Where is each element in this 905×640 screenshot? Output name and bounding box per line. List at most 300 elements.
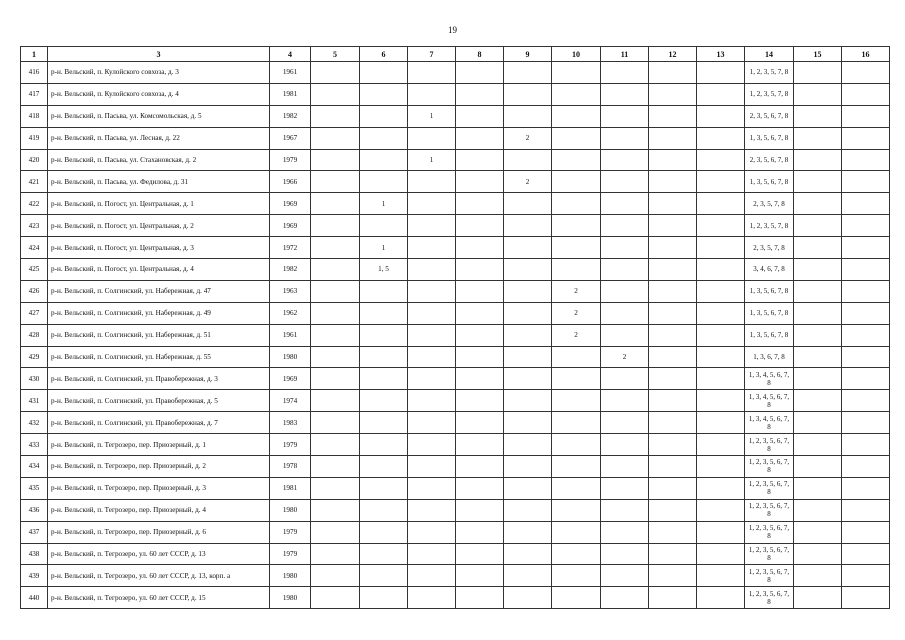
cell-c9 xyxy=(504,346,552,368)
cell-c13 xyxy=(697,368,745,390)
cell-c6 xyxy=(360,434,408,456)
table-row xyxy=(21,62,890,84)
table-row xyxy=(21,412,890,434)
year-cell: 1967 xyxy=(270,127,311,149)
year-cell: 1980 xyxy=(270,587,311,609)
codes-cell: 1, 2, 3, 5, 6, 7, 8 xyxy=(745,434,794,456)
cell-c11 xyxy=(601,302,649,324)
table-row xyxy=(21,543,890,565)
cell-c16 xyxy=(842,259,890,281)
cell-c8 xyxy=(456,456,504,478)
column-header: 4 xyxy=(270,47,311,62)
codes-cell: 1, 2, 3, 5, 6, 7, 8 xyxy=(745,477,794,499)
cell-c16 xyxy=(842,477,890,499)
table-row xyxy=(21,215,890,237)
page-number: 19 xyxy=(448,25,457,35)
cell-c9 xyxy=(504,477,552,499)
cell-c5 xyxy=(311,499,360,521)
cell-c10 xyxy=(552,127,601,149)
column-header: 12 xyxy=(649,47,697,62)
cell-c9 xyxy=(504,434,552,456)
cell-c12 xyxy=(649,171,697,193)
cell-c6 xyxy=(360,171,408,193)
address-cell: р-н. Вельский, п. Пасьва, ул. Лесная, д. 22 xyxy=(48,127,270,149)
cell-c11 xyxy=(601,280,649,302)
column-header: 3 xyxy=(48,47,270,62)
cell-c15 xyxy=(794,412,842,434)
cell-c8 xyxy=(456,83,504,105)
cell-c6 xyxy=(360,543,408,565)
cell-c16 xyxy=(842,149,890,171)
cell-c5 xyxy=(311,565,360,587)
address-cell: р-н. Вельский, п. Тегрозеро, ул. 60 лет СССР, д. 15 xyxy=(48,587,270,609)
cell-c6 xyxy=(360,477,408,499)
address-cell: р-н. Вельский, п. Тегрозеро, пер. Приозерный, д. 4 xyxy=(48,499,270,521)
cell-c9 xyxy=(504,521,552,543)
cell-c11 xyxy=(601,521,649,543)
address-cell: р-н. Вельский, п. Тегрозеро, пер. Приозерный, д. 3 xyxy=(48,477,270,499)
cell-c5 xyxy=(311,587,360,609)
codes-cell: 1, 2, 3, 5, 6, 7, 8 xyxy=(745,565,794,587)
address-cell: р-н. Вельский, п. Погост, ул. Центральная, д. 4 xyxy=(48,259,270,281)
column-header: 14 xyxy=(745,47,794,62)
cell-c7 xyxy=(408,215,456,237)
cell-c9 xyxy=(504,412,552,434)
table-row xyxy=(21,280,890,302)
row-number-cell: 431 xyxy=(21,390,48,412)
codes-cell: 1, 3, 4, 5, 6, 7, 8 xyxy=(745,390,794,412)
address-cell: р-н. Вельский, п. Солгинский, ул. Набережная, д. 55 xyxy=(48,346,270,368)
table-body xyxy=(21,62,890,609)
cell-c8 xyxy=(456,127,504,149)
cell-c13 xyxy=(697,324,745,346)
year-cell: 1961 xyxy=(270,324,311,346)
row-number-cell: 420 xyxy=(21,149,48,171)
cell-c11 xyxy=(601,368,649,390)
cell-c6 xyxy=(360,215,408,237)
cell-c7 xyxy=(408,543,456,565)
cell-c8 xyxy=(456,390,504,412)
cell-c7 xyxy=(408,171,456,193)
address-cell: р-н. Вельский, п. Кулойского совхоза, д. 4 xyxy=(48,83,270,105)
cell-c9 xyxy=(504,149,552,171)
cell-c15 xyxy=(794,324,842,346)
cell-c9 xyxy=(504,62,552,84)
cell-c11 xyxy=(601,149,649,171)
cell-c8 xyxy=(456,587,504,609)
cell-c7 xyxy=(408,193,456,215)
table-row xyxy=(21,368,890,390)
cell-c11 xyxy=(601,477,649,499)
cell-c12 xyxy=(649,499,697,521)
cell-c16 xyxy=(842,456,890,478)
cell-c10 xyxy=(552,83,601,105)
codes-cell: 2, 3, 5, 6, 7, 8 xyxy=(745,105,794,127)
cell-c12 xyxy=(649,215,697,237)
cell-c15 xyxy=(794,280,842,302)
cell-c11 xyxy=(601,127,649,149)
year-cell: 1981 xyxy=(270,477,311,499)
cell-c7 xyxy=(408,477,456,499)
year-cell: 1981 xyxy=(270,83,311,105)
cell-c10: 2 xyxy=(552,324,601,346)
cell-c6 xyxy=(360,521,408,543)
cell-c13 xyxy=(697,62,745,84)
row-number-cell: 416 xyxy=(21,62,48,84)
cell-c16 xyxy=(842,171,890,193)
cell-c10 xyxy=(552,193,601,215)
cell-c9 xyxy=(504,499,552,521)
cell-c7 xyxy=(408,237,456,259)
cell-c12 xyxy=(649,412,697,434)
cell-c5 xyxy=(311,346,360,368)
codes-cell: 1, 3, 5, 6, 7, 8 xyxy=(745,324,794,346)
cell-c16 xyxy=(842,390,890,412)
cell-c10 xyxy=(552,390,601,412)
cell-c15 xyxy=(794,149,842,171)
cell-c5 xyxy=(311,543,360,565)
cell-c15 xyxy=(794,62,842,84)
header-row xyxy=(21,47,890,62)
cell-c16 xyxy=(842,412,890,434)
cell-c10 xyxy=(552,587,601,609)
year-cell: 1979 xyxy=(270,543,311,565)
cell-c12 xyxy=(649,237,697,259)
cell-c5 xyxy=(311,302,360,324)
row-number-cell: 425 xyxy=(21,259,48,281)
cell-c7 xyxy=(408,434,456,456)
cell-c8 xyxy=(456,105,504,127)
codes-cell: 2, 3, 5, 6, 7, 8 xyxy=(745,149,794,171)
table-row xyxy=(21,171,890,193)
cell-c8 xyxy=(456,368,504,390)
year-cell: 1972 xyxy=(270,237,311,259)
row-number-cell: 432 xyxy=(21,412,48,434)
table-row xyxy=(21,434,890,456)
cell-c13 xyxy=(697,302,745,324)
cell-c15 xyxy=(794,105,842,127)
cell-c7 xyxy=(408,324,456,346)
cell-c8 xyxy=(456,346,504,368)
codes-cell: 1, 2, 3, 5, 6, 7, 8 xyxy=(745,521,794,543)
cell-c8 xyxy=(456,543,504,565)
cell-c10 xyxy=(552,346,601,368)
address-cell: р-н. Вельский, п. Солгинский, ул. Правобережная, д. 3 xyxy=(48,368,270,390)
cell-c12 xyxy=(649,346,697,368)
year-cell: 1979 xyxy=(270,434,311,456)
cell-c8 xyxy=(456,259,504,281)
cell-c5 xyxy=(311,215,360,237)
cell-c10 xyxy=(552,543,601,565)
year-cell: 1974 xyxy=(270,390,311,412)
address-cell: р-н. Вельский, п. Солгинский, ул. Правобережная, д. 5 xyxy=(48,390,270,412)
cell-c12 xyxy=(649,390,697,412)
cell-c12 xyxy=(649,368,697,390)
cell-c11 xyxy=(601,499,649,521)
cell-c10 xyxy=(552,149,601,171)
cell-c10 xyxy=(552,456,601,478)
address-cell: р-н. Вельский, п. Солгинский, ул. Правобережная, д. 7 xyxy=(48,412,270,434)
cell-c16 xyxy=(842,237,890,259)
cell-c6: 1, 5 xyxy=(360,259,408,281)
cell-c12 xyxy=(649,587,697,609)
cell-c16 xyxy=(842,368,890,390)
cell-c5 xyxy=(311,105,360,127)
cell-c9 xyxy=(504,215,552,237)
year-cell: 1962 xyxy=(270,302,311,324)
cell-c11 xyxy=(601,412,649,434)
cell-c16 xyxy=(842,62,890,84)
cell-c13 xyxy=(697,434,745,456)
table-row xyxy=(21,565,890,587)
year-cell: 1966 xyxy=(270,171,311,193)
cell-c15 xyxy=(794,83,842,105)
year-cell: 1978 xyxy=(270,456,311,478)
cell-c13 xyxy=(697,477,745,499)
cell-c9: 2 xyxy=(504,171,552,193)
address-cell: р-н. Вельский, п. Тегрозеро, пер. Приозерный, д. 6 xyxy=(48,521,270,543)
codes-cell: 1, 2, 3, 5, 6, 7, 8 xyxy=(745,543,794,565)
cell-c8 xyxy=(456,62,504,84)
cell-c5 xyxy=(311,521,360,543)
row-number-cell: 417 xyxy=(21,83,48,105)
cell-c11 xyxy=(601,565,649,587)
cell-c13 xyxy=(697,149,745,171)
codes-cell: 1, 2, 3, 5, 7, 8 xyxy=(745,83,794,105)
cell-c10: 2 xyxy=(552,302,601,324)
codes-cell: 1, 3, 6, 7, 8 xyxy=(745,346,794,368)
cell-c5 xyxy=(311,324,360,346)
table-row xyxy=(21,127,890,149)
table-row xyxy=(21,587,890,609)
cell-c10 xyxy=(552,477,601,499)
buildings-table xyxy=(20,46,890,609)
cell-c13 xyxy=(697,215,745,237)
cell-c5 xyxy=(311,171,360,193)
cell-c15 xyxy=(794,434,842,456)
cell-c8 xyxy=(456,193,504,215)
cell-c13 xyxy=(697,412,745,434)
cell-c8 xyxy=(456,280,504,302)
table-row xyxy=(21,521,890,543)
codes-cell: 1, 3, 5, 6, 7, 8 xyxy=(745,127,794,149)
cell-c7 xyxy=(408,456,456,478)
cell-c12 xyxy=(649,565,697,587)
cell-c10 xyxy=(552,62,601,84)
cell-c7 xyxy=(408,390,456,412)
cell-c15 xyxy=(794,390,842,412)
cell-c10 xyxy=(552,171,601,193)
year-cell: 1979 xyxy=(270,521,311,543)
cell-c13 xyxy=(697,499,745,521)
address-cell: р-н. Вельский, п. Тегрозеро, ул. 60 лет СССР, д. 13, корп. а xyxy=(48,565,270,587)
cell-c6 xyxy=(360,280,408,302)
cell-c15 xyxy=(794,456,842,478)
cell-c6 xyxy=(360,587,408,609)
table-row xyxy=(21,477,890,499)
cell-c6: 1 xyxy=(360,193,408,215)
address-cell: р-н. Вельский, п. Тегрозеро, пер. Приозерный, д. 1 xyxy=(48,434,270,456)
year-cell: 1980 xyxy=(270,346,311,368)
cell-c5 xyxy=(311,434,360,456)
column-header: 1 xyxy=(21,47,48,62)
cell-c12 xyxy=(649,259,697,281)
cell-c11 xyxy=(601,215,649,237)
cell-c10 xyxy=(552,259,601,281)
cell-c5 xyxy=(311,259,360,281)
cell-c12 xyxy=(649,149,697,171)
address-cell: р-н. Вельский, п. Пасьва, ул. Комсомольская, д. 5 xyxy=(48,105,270,127)
cell-c6 xyxy=(360,368,408,390)
cell-c9 xyxy=(504,587,552,609)
cell-c13 xyxy=(697,565,745,587)
cell-c5 xyxy=(311,127,360,149)
cell-c16 xyxy=(842,105,890,127)
cell-c8 xyxy=(456,215,504,237)
cell-c8 xyxy=(456,324,504,346)
cell-c6 xyxy=(360,499,408,521)
row-number-cell: 436 xyxy=(21,499,48,521)
row-number-cell: 438 xyxy=(21,543,48,565)
cell-c8 xyxy=(456,171,504,193)
cell-c9 xyxy=(504,280,552,302)
cell-c7 xyxy=(408,499,456,521)
cell-c6 xyxy=(360,149,408,171)
codes-cell: 1, 2, 3, 5, 6, 7, 8 xyxy=(745,456,794,478)
column-header: 7 xyxy=(408,47,456,62)
cell-c16 xyxy=(842,127,890,149)
column-header: 10 xyxy=(552,47,601,62)
cell-c11 xyxy=(601,237,649,259)
cell-c9 xyxy=(504,324,552,346)
cell-c11 xyxy=(601,171,649,193)
cell-c5 xyxy=(311,83,360,105)
cell-c16 xyxy=(842,193,890,215)
cell-c15 xyxy=(794,499,842,521)
codes-cell: 1, 3, 5, 6, 7, 8 xyxy=(745,280,794,302)
cell-c9 xyxy=(504,390,552,412)
cell-c12 xyxy=(649,105,697,127)
cell-c16 xyxy=(842,521,890,543)
cell-c13 xyxy=(697,237,745,259)
column-header: 9 xyxy=(504,47,552,62)
table-row xyxy=(21,324,890,346)
cell-c16 xyxy=(842,434,890,456)
codes-cell: 2, 3, 5, 7, 8 xyxy=(745,193,794,215)
cell-c8 xyxy=(456,477,504,499)
cell-c11: 2 xyxy=(601,346,649,368)
row-number-cell: 440 xyxy=(21,587,48,609)
cell-c10 xyxy=(552,434,601,456)
column-header: 8 xyxy=(456,47,504,62)
row-number-cell: 434 xyxy=(21,456,48,478)
cell-c12 xyxy=(649,456,697,478)
cell-c7 xyxy=(408,127,456,149)
cell-c13 xyxy=(697,543,745,565)
address-cell: р-н. Вельский, п. Пасьва, ул. Федилова, д. 31 xyxy=(48,171,270,193)
year-cell: 1969 xyxy=(270,368,311,390)
cell-c15 xyxy=(794,587,842,609)
cell-c8 xyxy=(456,521,504,543)
address-cell: р-н. Вельский, п. Кулойского совхоза, д. 3 xyxy=(48,62,270,84)
codes-cell: 1, 2, 3, 5, 7, 8 xyxy=(745,215,794,237)
table-row xyxy=(21,456,890,478)
cell-c16 xyxy=(842,565,890,587)
cell-c8 xyxy=(456,237,504,259)
table-row xyxy=(21,105,890,127)
cell-c13 xyxy=(697,587,745,609)
cell-c15 xyxy=(794,237,842,259)
cell-c9 xyxy=(504,456,552,478)
cell-c13 xyxy=(697,193,745,215)
cell-c10 xyxy=(552,237,601,259)
cell-c8 xyxy=(456,412,504,434)
cell-c15 xyxy=(794,259,842,281)
codes-cell: 2, 3, 5, 7, 8 xyxy=(745,237,794,259)
cell-c16 xyxy=(842,83,890,105)
row-number-cell: 429 xyxy=(21,346,48,368)
cell-c9 xyxy=(504,193,552,215)
cell-c15 xyxy=(794,521,842,543)
cell-c11 xyxy=(601,105,649,127)
table-row xyxy=(21,149,890,171)
cell-c5 xyxy=(311,149,360,171)
column-header: 15 xyxy=(794,47,842,62)
cell-c10 xyxy=(552,105,601,127)
cell-c15 xyxy=(794,543,842,565)
cell-c7 xyxy=(408,587,456,609)
cell-c6 xyxy=(360,456,408,478)
year-cell: 1961 xyxy=(270,62,311,84)
cell-c10 xyxy=(552,215,601,237)
address-cell: р-н. Вельский, п. Тегрозеро, ул. 60 лет СССР, д. 13 xyxy=(48,543,270,565)
column-header: 16 xyxy=(842,47,890,62)
cell-c6 xyxy=(360,127,408,149)
cell-c15 xyxy=(794,171,842,193)
cell-c12 xyxy=(649,127,697,149)
year-cell: 1969 xyxy=(270,215,311,237)
column-header: 11 xyxy=(601,47,649,62)
cell-c6 xyxy=(360,565,408,587)
cell-c13 xyxy=(697,390,745,412)
address-cell: р-н. Вельский, п. Тегрозеро, пер. Приозерный, д. 2 xyxy=(48,456,270,478)
cell-c9 xyxy=(504,259,552,281)
codes-cell: 1, 3, 4, 5, 6, 7, 8 xyxy=(745,368,794,390)
column-header: 6 xyxy=(360,47,408,62)
cell-c12 xyxy=(649,280,697,302)
cell-c5 xyxy=(311,193,360,215)
row-number-cell: 437 xyxy=(21,521,48,543)
row-number-cell: 428 xyxy=(21,324,48,346)
cell-c7 xyxy=(408,83,456,105)
cell-c11 xyxy=(601,259,649,281)
table-row xyxy=(21,193,890,215)
row-number-cell: 430 xyxy=(21,368,48,390)
cell-c11 xyxy=(601,193,649,215)
cell-c9 xyxy=(504,565,552,587)
year-cell: 1979 xyxy=(270,149,311,171)
cell-c6 xyxy=(360,346,408,368)
cell-c8 xyxy=(456,149,504,171)
table-row xyxy=(21,237,890,259)
cell-c7 xyxy=(408,302,456,324)
cell-c12 xyxy=(649,302,697,324)
cell-c7 xyxy=(408,280,456,302)
cell-c16 xyxy=(842,302,890,324)
cell-c10 xyxy=(552,565,601,587)
cell-c15 xyxy=(794,565,842,587)
cell-c5 xyxy=(311,477,360,499)
